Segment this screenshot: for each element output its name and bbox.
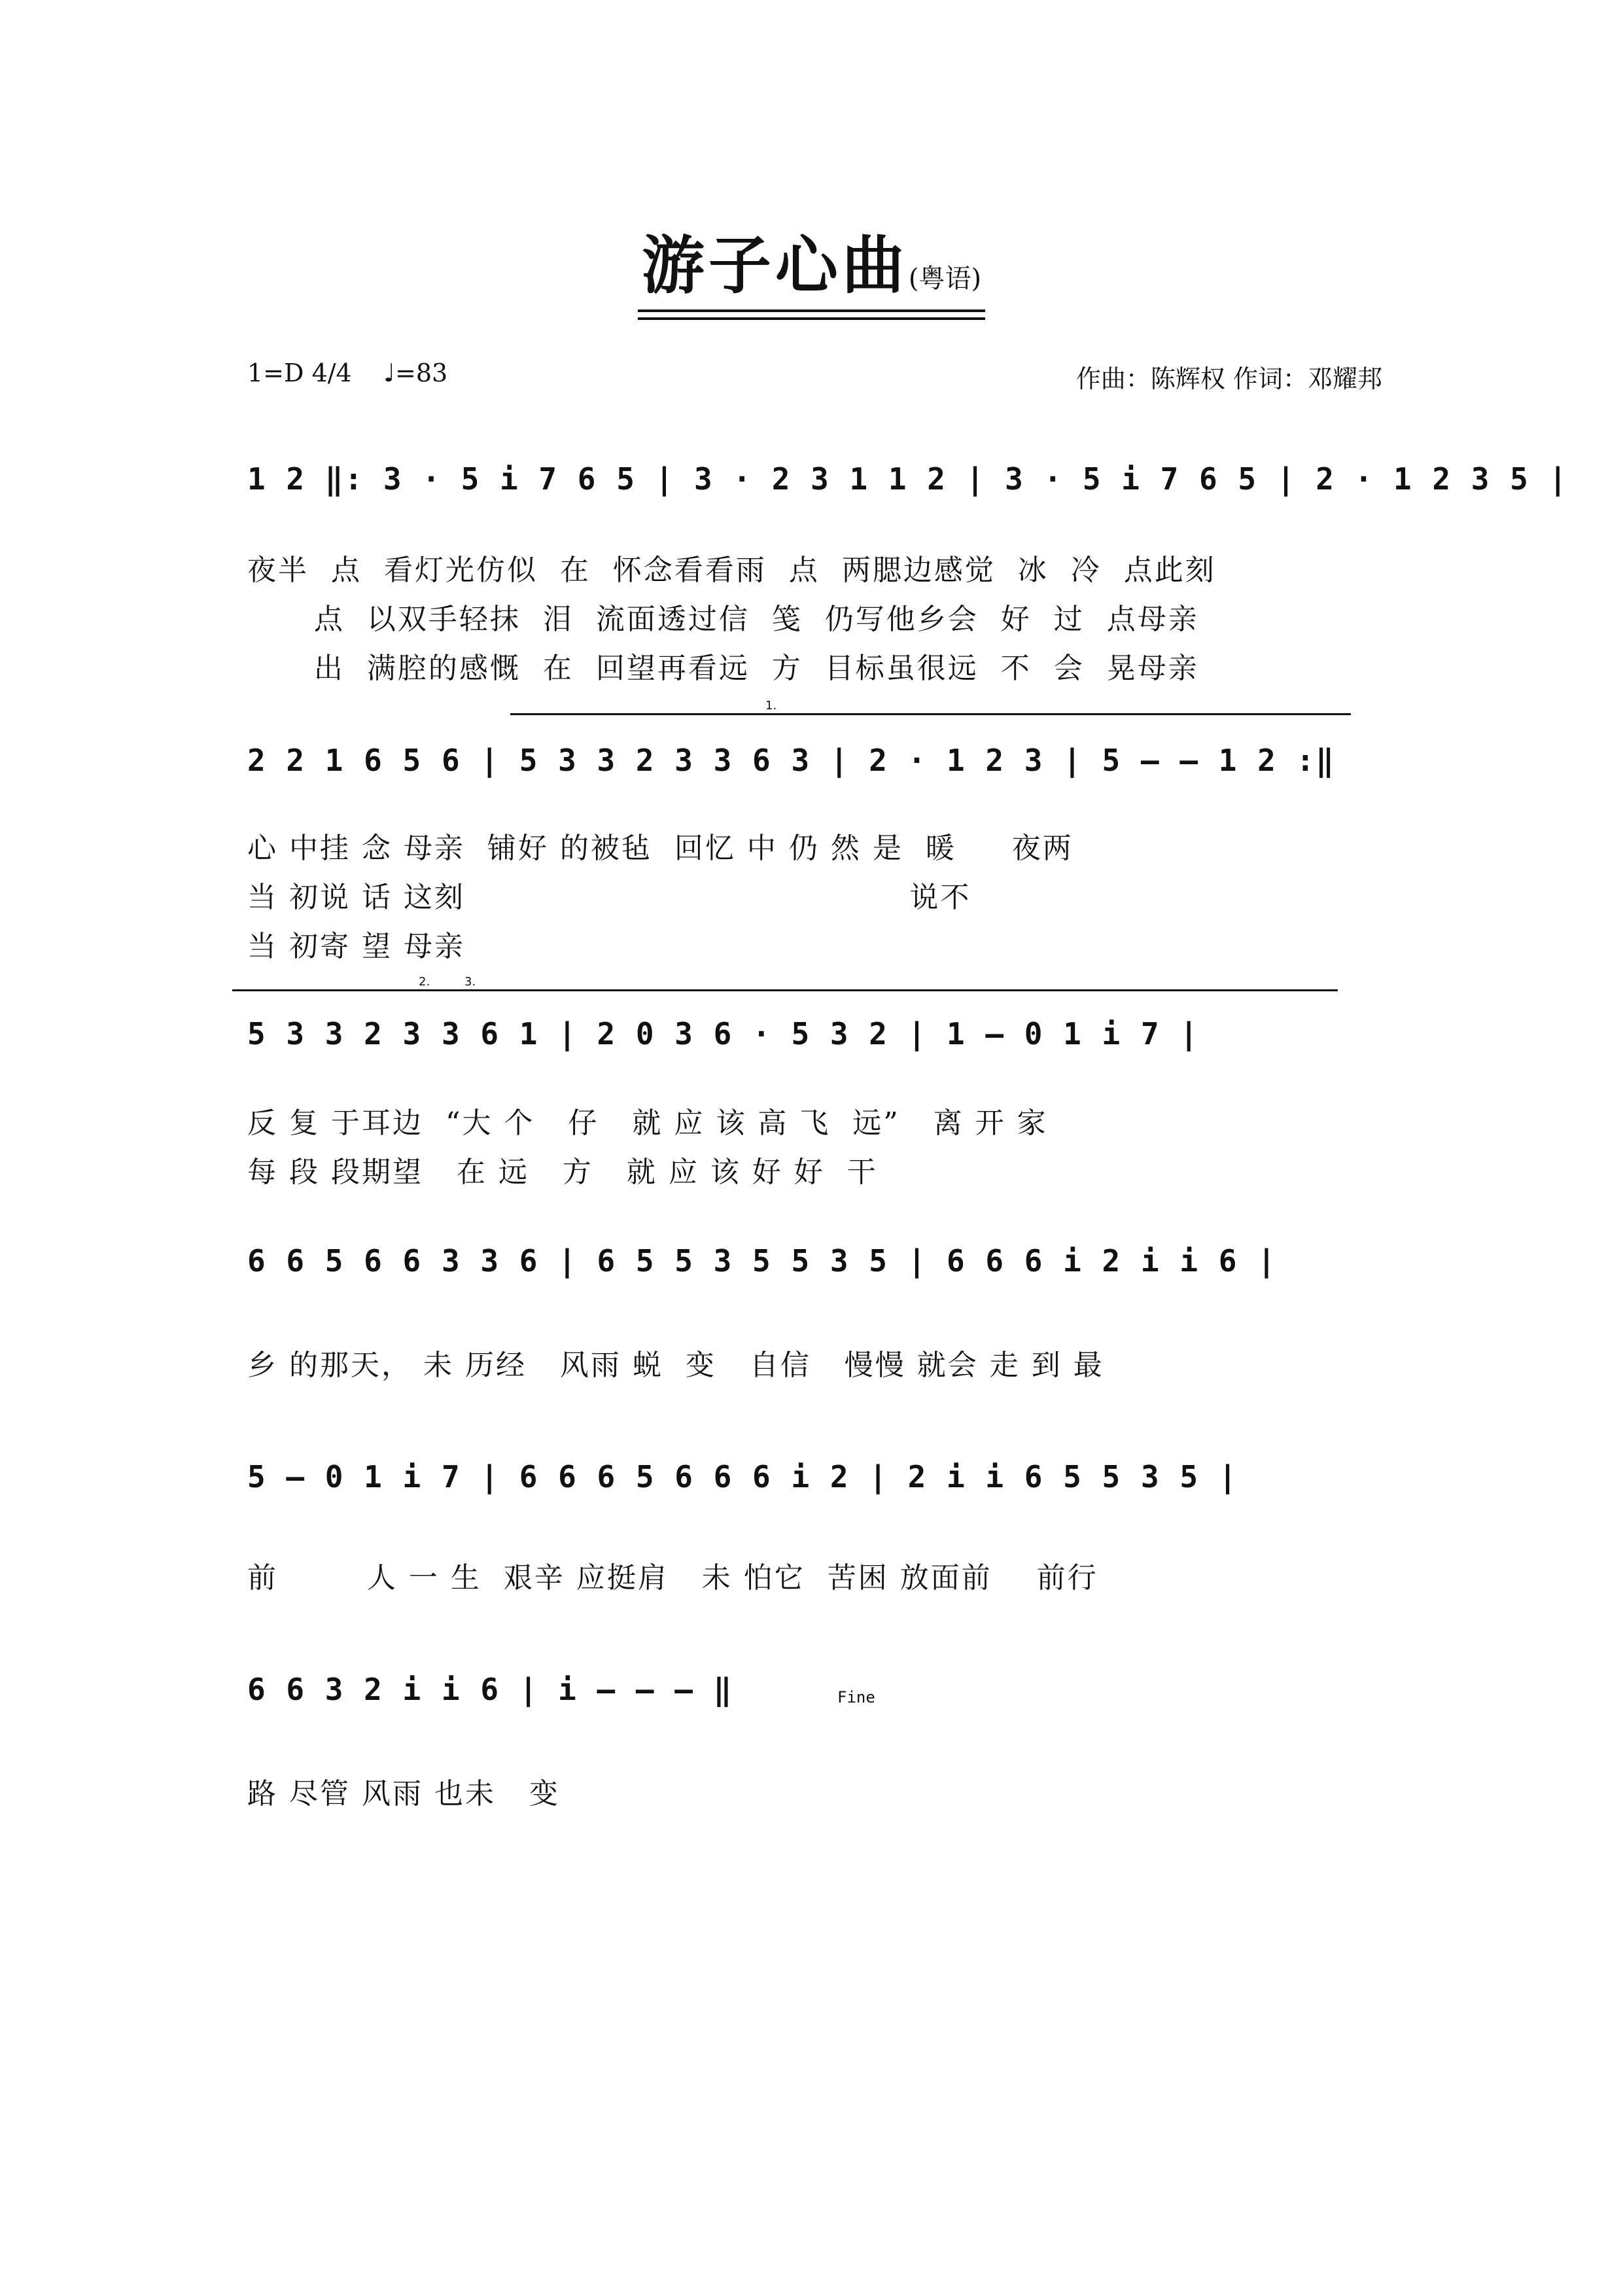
lyric-row-2-3: 当 初寄 望 母亲 [247,930,465,963]
lyric-row-1-1: 夜半 点 看灯光仿似 在 怀念看看雨 点 两腮边感觉 冰 冷 点此刻 [247,554,1216,587]
song-subtitle: (粤语) [908,264,982,294]
lyric-row-2-1: 心 中挂 念 母亲 铺好 的被毡 回忆 中 仍 然 是 暖 夜两 [247,832,1073,865]
lyric-row-6-1: 路 尽管 风雨 也未 变 [247,1777,560,1810]
lyric-row-5-1: 前 人 一 生 艰辛 应挺肩 未 怕它 苦困 放面前 前行 [247,1561,1098,1595]
second-ending-bracket [232,989,1338,991]
tempo-value: =83 [394,359,448,387]
second-ending-label: 2. [419,975,430,989]
lyric-row-3-1: 反 复 于耳边 “大 个 仔 就 应 该 高 飞 远” 离 开 家 [247,1106,1048,1140]
notation-row-4: 6 6 5 6 6 3 3 6 | 6 5 5 3 5 5 3 5 | 6 6 6 i 2 i i 6 | [247,1243,1277,1279]
credits: 作曲：陈辉权 作词：邓耀邦 [1075,364,1382,393]
notation-row-3: 5 3 3 2 3 3 6 1 | 2 0 3 6 · 5 3 2 | 1 – 0 1 i 7 | [247,1016,1200,1051]
first-ending-bracket [510,713,1351,715]
lyric-row-2-2: 当 初说 话 这刻 说不 [247,881,971,914]
lyric-row-4-1: 乡 的那天， 未 历经 风雨 蜕 变 自信 慢慢 就会 走 到 最 [247,1349,1104,1382]
title-underline [638,216,985,320]
notation-row-5: 5 – 0 1 i 7 | 6 6 6 5 6 6 6 i 2 | 2 i i 6 5 5 3 5 | [247,1459,1238,1494]
key-signature: 1=D 4/4 [247,359,352,387]
third-ending-label: 3. [464,975,476,989]
title-block [0,216,1623,320]
lyric-row-1-2: 点 以双手轻抹 泪 流面透过信 笺 仍写他乡会 好 过 点母亲 [247,603,1199,636]
notation-row-1: 1 2 ‖: 3 · 5 i 7 6 5 | 3 · 2 3 1 1 2 | 3 · 5 i 7 6 5 | 2 · 1 2 3 5 | [247,461,1569,497]
fine-marker: Fine [837,1688,875,1706]
notation-row-2: 2 2 1 6 5 6 | 5 3 3 2 3 3 6 3 | 2 · 1 2 3 | 5 – – 1 2 :‖ [247,743,1335,778]
first-ending-label: 1. [765,699,777,713]
song-title: 游子心曲 [641,229,909,302]
quarter-note-icon: ♩ [383,359,395,387]
lyric-row-1-3: 出 满腔的感慨 在 回望再看远 方 目标虽很远 不 会 晃母亲 [247,652,1199,685]
notation-row-6: 6 6 3 2 i i 6 | i – – – ‖ [247,1672,733,1707]
key-tempo [247,359,447,387]
lyric-row-3-2: 每 段 段期望 在 远 方 就 应 该 好 好 干 [247,1156,878,1189]
